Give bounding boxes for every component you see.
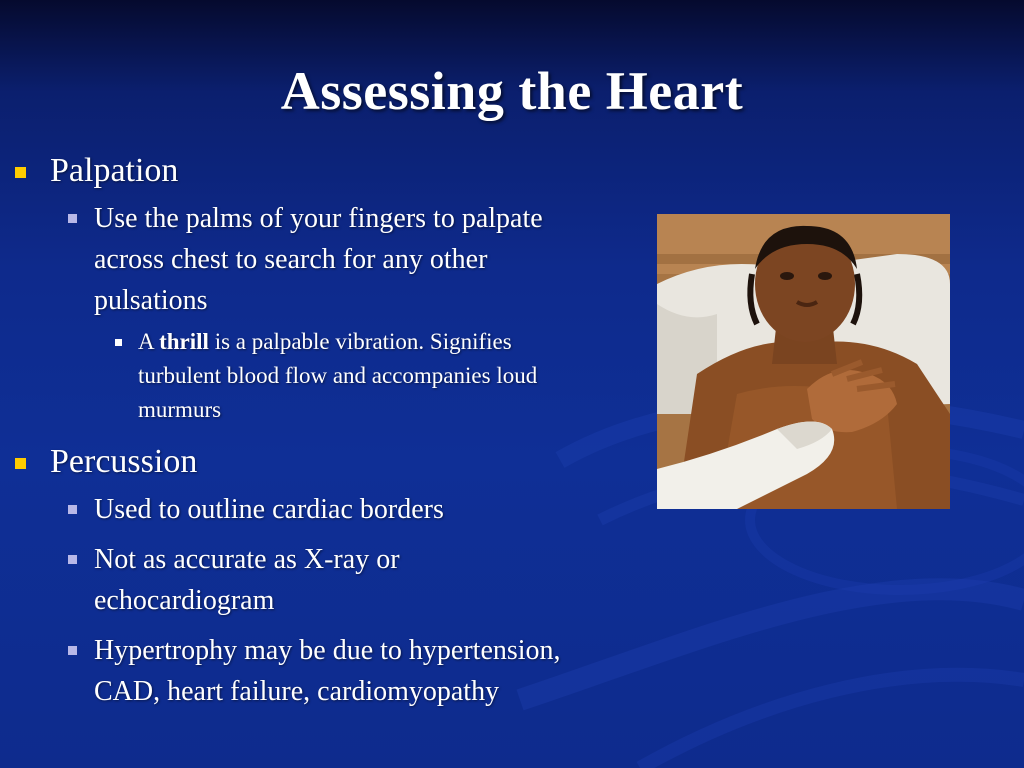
bullet-list bbox=[12, 150, 572, 712]
square-bullet-icon bbox=[15, 167, 26, 178]
sub-sub-bullet-thrill bbox=[12, 325, 572, 427]
sub-bullet-text: Used to outline cardiac borders bbox=[94, 494, 444, 525]
slide-title: Assessing the Heart bbox=[280, 61, 744, 121]
thrill-definition: is a palpable vibration. Signifies turbulent blood flow and accompanies loud murmurs bbox=[138, 329, 538, 422]
patient-palpation-photo bbox=[657, 214, 950, 509]
bullet-palpation bbox=[12, 150, 572, 192]
square-bullet-icon bbox=[68, 646, 77, 655]
bullet-text: Percussion bbox=[50, 443, 198, 480]
square-bullet-icon bbox=[68, 555, 77, 564]
sub-bullet-text: Hypertrophy may be due to hypertension, CAD, heart failure, cardiomyopathy bbox=[94, 635, 561, 707]
sub-bullet-text: Use the palms of your fingers to palpate across chest to search for any other pulsations bbox=[94, 203, 543, 316]
bullet-text: Palpation bbox=[50, 152, 179, 189]
sub-bullet-hypertrophy bbox=[12, 630, 572, 712]
bullet-percussion bbox=[12, 441, 572, 483]
sub-bullet-text: Not as accurate as X-ray or echocardiogram bbox=[94, 544, 400, 616]
thrill-term: thrill bbox=[159, 329, 209, 354]
square-bullet-icon bbox=[68, 505, 77, 514]
sub-bullet-accuracy bbox=[12, 539, 572, 621]
square-bullet-icon bbox=[15, 458, 26, 469]
sub-bullet-borders bbox=[12, 489, 572, 530]
sub-bullet-palms bbox=[12, 198, 572, 321]
thrill-prefix: A bbox=[138, 329, 160, 354]
square-bullet-icon bbox=[68, 214, 77, 223]
square-bullet-icon bbox=[115, 339, 122, 346]
